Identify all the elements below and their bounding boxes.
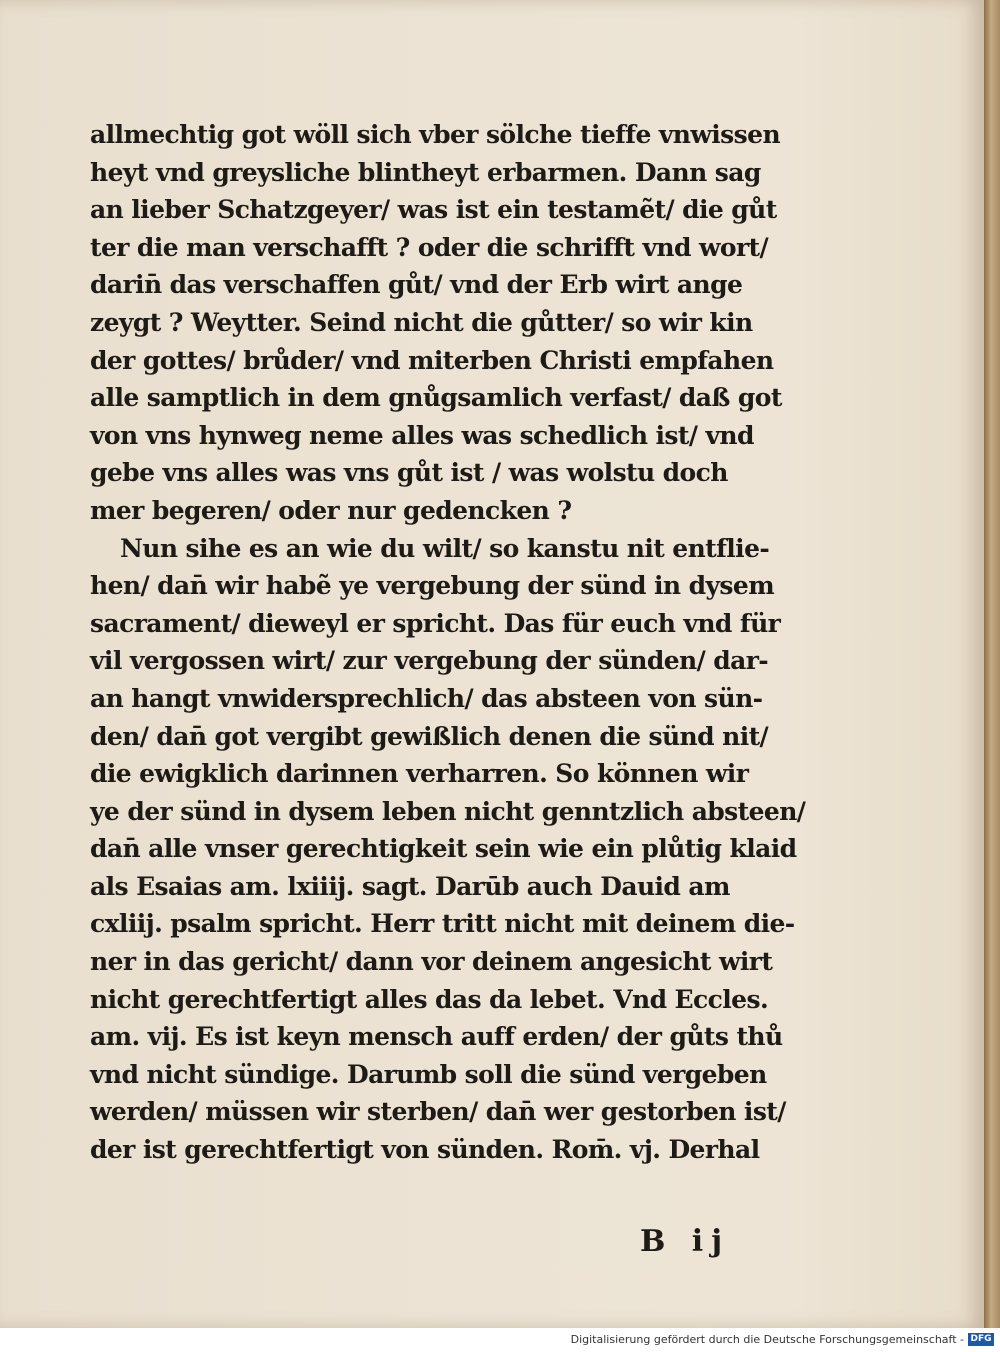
text-line: die ewigklich darinnen verharren. So können wir <box>90 759 749 789</box>
book-edge <box>984 0 1000 1328</box>
text-line: alle samptlich in dem gnůgsamlich verfast/ daß got <box>90 383 782 413</box>
text-line: dan̄ alle vnser gerechtigkeit sein wie ein plůtig klaid <box>90 834 797 864</box>
text-line: ner in das gericht/ dann vor deinem angesicht wirt <box>90 947 773 977</box>
text-line: darin̄ das verschaffen gůt/ vnd der Erb wirt ange <box>90 270 743 300</box>
dfg-logo-icon[interactable]: DFG <box>968 1333 994 1346</box>
text-line: ye der sünd in dysem leben nicht genntzlich absteen/ <box>90 796 806 826</box>
text-line: vil vergossen wirt/ zur vergebung der sünden/ dar- <box>90 646 769 676</box>
page-text <box>90 116 810 1169</box>
text-line: werden/ müssen wir sterben/ dan̄ wer gestorben ist/ <box>90 1097 786 1127</box>
text-line: den/ dan̄ got vergibt gewißlich denen die sünd nit/ <box>90 721 769 751</box>
text-line: gebe vns alles was vns gůt ist / was wolstu doch <box>90 458 728 488</box>
text-line: an hangt vnwidersprechlich/ das absteen von sün- <box>90 683 763 713</box>
text-line: der gottes/ brůder/ vnd miterben Christi empfahen <box>90 345 774 375</box>
text-line: von vns hynweg neme alles was schedlich ist/ vnd <box>90 420 754 450</box>
text-line: Nun sihe es an wie du wilt/ so kanstu nit entflie- <box>120 533 770 563</box>
text-line: der ist gerechtfertigt von sünden. Rom̄. vj. Derhal <box>90 1135 760 1165</box>
text-line: an lieber Schatzgeyer/ was ist ein testamẽt/ die gůt <box>90 195 777 225</box>
text-line: als Esaias am. lxiiij. sagt. Darūb auch Dauid am <box>90 871 730 901</box>
funding-credit: Digitalisierung gefördert durch die Deutsche Forschungsgemeinschaft - <box>570 1333 964 1346</box>
text-line: allmechtig got wöll sich vber sölche tieffe vnwissen <box>90 120 781 149</box>
text-line: vnd nicht sündige. Darumb soll die sünd vergeben <box>90 1059 767 1089</box>
text-line: cxliij. psalm spricht. Herr tritt nicht mit deinem die- <box>90 909 795 939</box>
text-line: nicht gerechtfertigt alles das da lebet. Vnd Eccles. <box>90 984 769 1014</box>
text-line: ter die man verschafft ? oder die schrifft vnd wort/ <box>90 232 768 262</box>
text-line: am. vij. Es ist keyn mensch auff erden/ der gůts thů <box>90 1022 783 1052</box>
text-line: mer begeren/ oder nur gedencken ? <box>90 495 572 525</box>
text-line: zeygt ? Weytter. Seind nicht die gůtter/ so wir kin <box>90 307 753 337</box>
text-line: heyt vnd greysliche blintheyt erbarmen. Dann sag <box>90 157 761 187</box>
text-line: sacrament/ dieweyl er spricht. Das für euch vnd für <box>90 608 781 638</box>
footer-bar <box>0 1328 1000 1352</box>
text-line: hen/ dan̄ wir habẽ ye vergebung der sünd in dysem <box>90 571 775 601</box>
signature-mark: B ij <box>640 1224 731 1259</box>
